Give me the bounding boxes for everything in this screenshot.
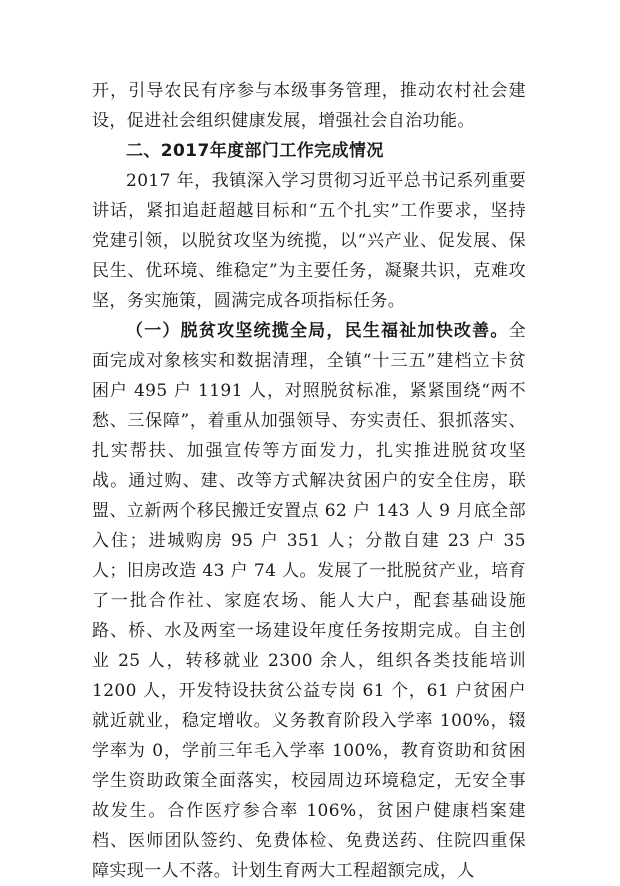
section-heading: 二、2017年度部门工作完成情况 — [126, 141, 384, 161]
document-body — [92, 76, 526, 886]
intro-paragraph: 开，引导农民有序参与本级事务管理，推动农村社会建设，促进社会组织健康发展，增强社会自治功能。 — [92, 81, 526, 131]
summary-paragraph: 2017 年，我镇深入学习贯彻习近平总书记系列重要讲话，紧扣追赶超越目标和“五个扎实”工作要求，坚持党建引领，以脱贫攻坚为统揽，以“兴产业、促发展、保民生、优环境、维稳定”为主要任务，凝聚共识，克难攻坚，务实施策，圆满完成各项指标任务。 — [92, 171, 526, 311]
subsection-heading: （一）脱贫攻坚统揽全局，民生福祉加快改善。 — [126, 321, 509, 341]
subsection-body: 全面完成对象核实和数据清理，全镇“十三五”建档立卡贫困户 495 户 1191 人，对照脱贫标准，紧紧围绕“两不愁、三保障”，着重从加强领导、夯实责任、狠抓落实、扎实帮扶、加强宣传等方面发力，扎实推进脱贫攻坚战。通过购、建、改等方式解决贫困户的安全住房，联盟、立新两个移民搬迁安置点 62 户 143 人 9 月底全部入住；进城购房 95 户 351 人；分散自建 23 户 35 人；旧房改造 43 户 74 人。发展了一批脱贫产业，培育了一批合作社、家庭农场、能人大户，配套基础设施路、桥、水及两室一场建设年度任务按期完成。自主创业 25 人，转移就业 2300 余人，组织各类技能培训 1200 人，开发特设扶贫公益专岗 61 个，61 户贫困户就近就业，稳定增收。义务教育阶段入学率 100%，辍学率为 0，学前三年毛入学率 100%，教育资助和贫困学生资助政策全面落实，校园周边环境稳定，无安全事故发生。合作医疗参合率 106%，贫困户健康档案建档、医师团队签约、免费体检、免费送药、住院四重保障实现一人不落。计划生育两大工程超额完成，人 — [92, 321, 526, 881]
subsection-paragraph — [92, 316, 526, 886]
